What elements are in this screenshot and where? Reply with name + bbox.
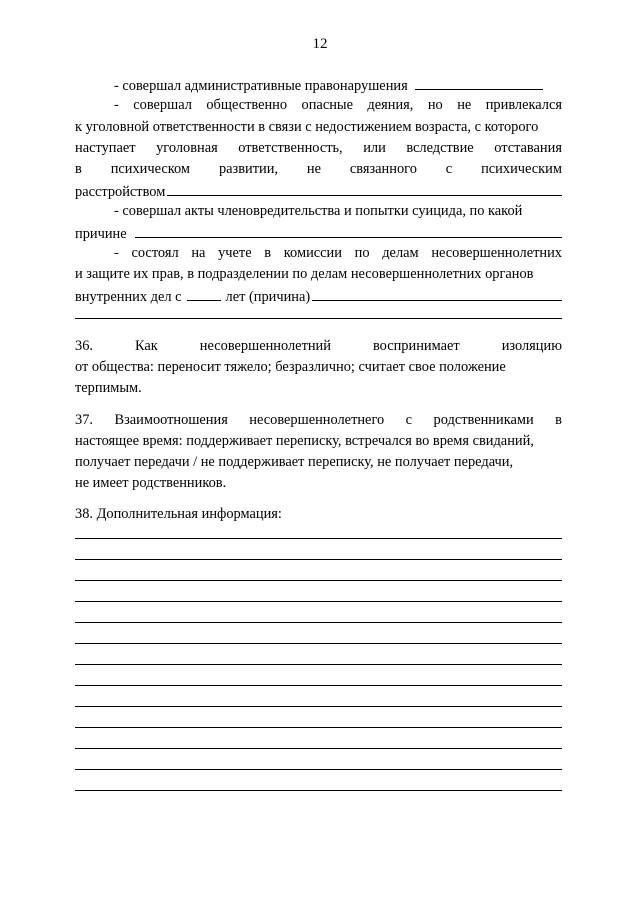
blank-selfharm — [135, 222, 562, 238]
blank-admin — [415, 74, 543, 90]
blank-line — [75, 622, 562, 623]
blank-line — [75, 748, 562, 749]
blank-line — [75, 643, 562, 644]
blank-line — [75, 727, 562, 728]
item-registry-line1: - состоял на учете в комиссии по делам несовершеннолетних — [114, 245, 562, 261]
item-registry-reason-label: лет (причина) — [225, 289, 311, 305]
item-admin-text: - совершал административные правонарушения — [114, 78, 408, 94]
q36-line1: 36. Как несовершеннолетний воспринимает изоляцию — [75, 338, 562, 354]
q37-line2: настоящее время: поддерживает переписку, встречался во время свиданий, — [75, 433, 534, 449]
blank-line — [75, 769, 562, 770]
item-selfharm-reason-label: причине — [75, 226, 127, 242]
blank-line — [75, 706, 562, 707]
q37-line3: получает передачи / не поддерживает переписку, не получает передачи, — [75, 454, 514, 470]
item-admin-offenses — [114, 74, 562, 95]
item-registry-since-label: внутренних дел с — [75, 289, 182, 305]
item-danger-line4: в психическом развитии, не связанного с психическим — [75, 161, 562, 177]
item-danger-line3: наступает уголовная ответственность, или вследствие отставания — [75, 140, 562, 156]
page-number: 12 — [312, 36, 328, 52]
q38-title: 38. Дополнительная информация: — [75, 506, 282, 522]
blank-registry-reason — [312, 285, 562, 301]
blank-registry-age — [187, 285, 221, 301]
q36-line2: от общества: переносит тяжело; безразлично; считает свое положение — [75, 359, 506, 375]
blank-danger — [167, 180, 562, 196]
blank-line — [75, 601, 562, 602]
q36-line3: терпимым. — [75, 380, 142, 396]
item-danger-line1: - совершал общественно опасные деяния, но не привлекался — [114, 97, 562, 113]
item-registry-line3 — [75, 285, 562, 306]
item-selfharm-line2 — [75, 222, 562, 243]
blank-line — [75, 538, 562, 539]
blank-line — [75, 580, 562, 581]
item-danger-line2: к уголовной ответственности в связи с недостижением возраста, с которого — [75, 119, 539, 135]
blank-line — [75, 664, 562, 665]
item-registry-line2: и защите их прав, в подразделении по делам несовершеннолетних органов — [75, 266, 534, 282]
item-danger-line5 — [75, 180, 562, 201]
blank-line — [75, 559, 562, 560]
q37-line1: 37. Взаимоотношения несовершеннолетнего с родственниками в — [75, 412, 562, 428]
blank-line — [75, 685, 562, 686]
item-selfharm-line1: - совершал акты членовредительства и попытки суицида, по какой — [114, 203, 523, 219]
blank-registry-extra — [75, 318, 562, 319]
blank-line — [75, 790, 562, 791]
item-danger-last: расстройством — [75, 184, 166, 200]
q37-line4: не имеет родственников. — [75, 475, 227, 491]
